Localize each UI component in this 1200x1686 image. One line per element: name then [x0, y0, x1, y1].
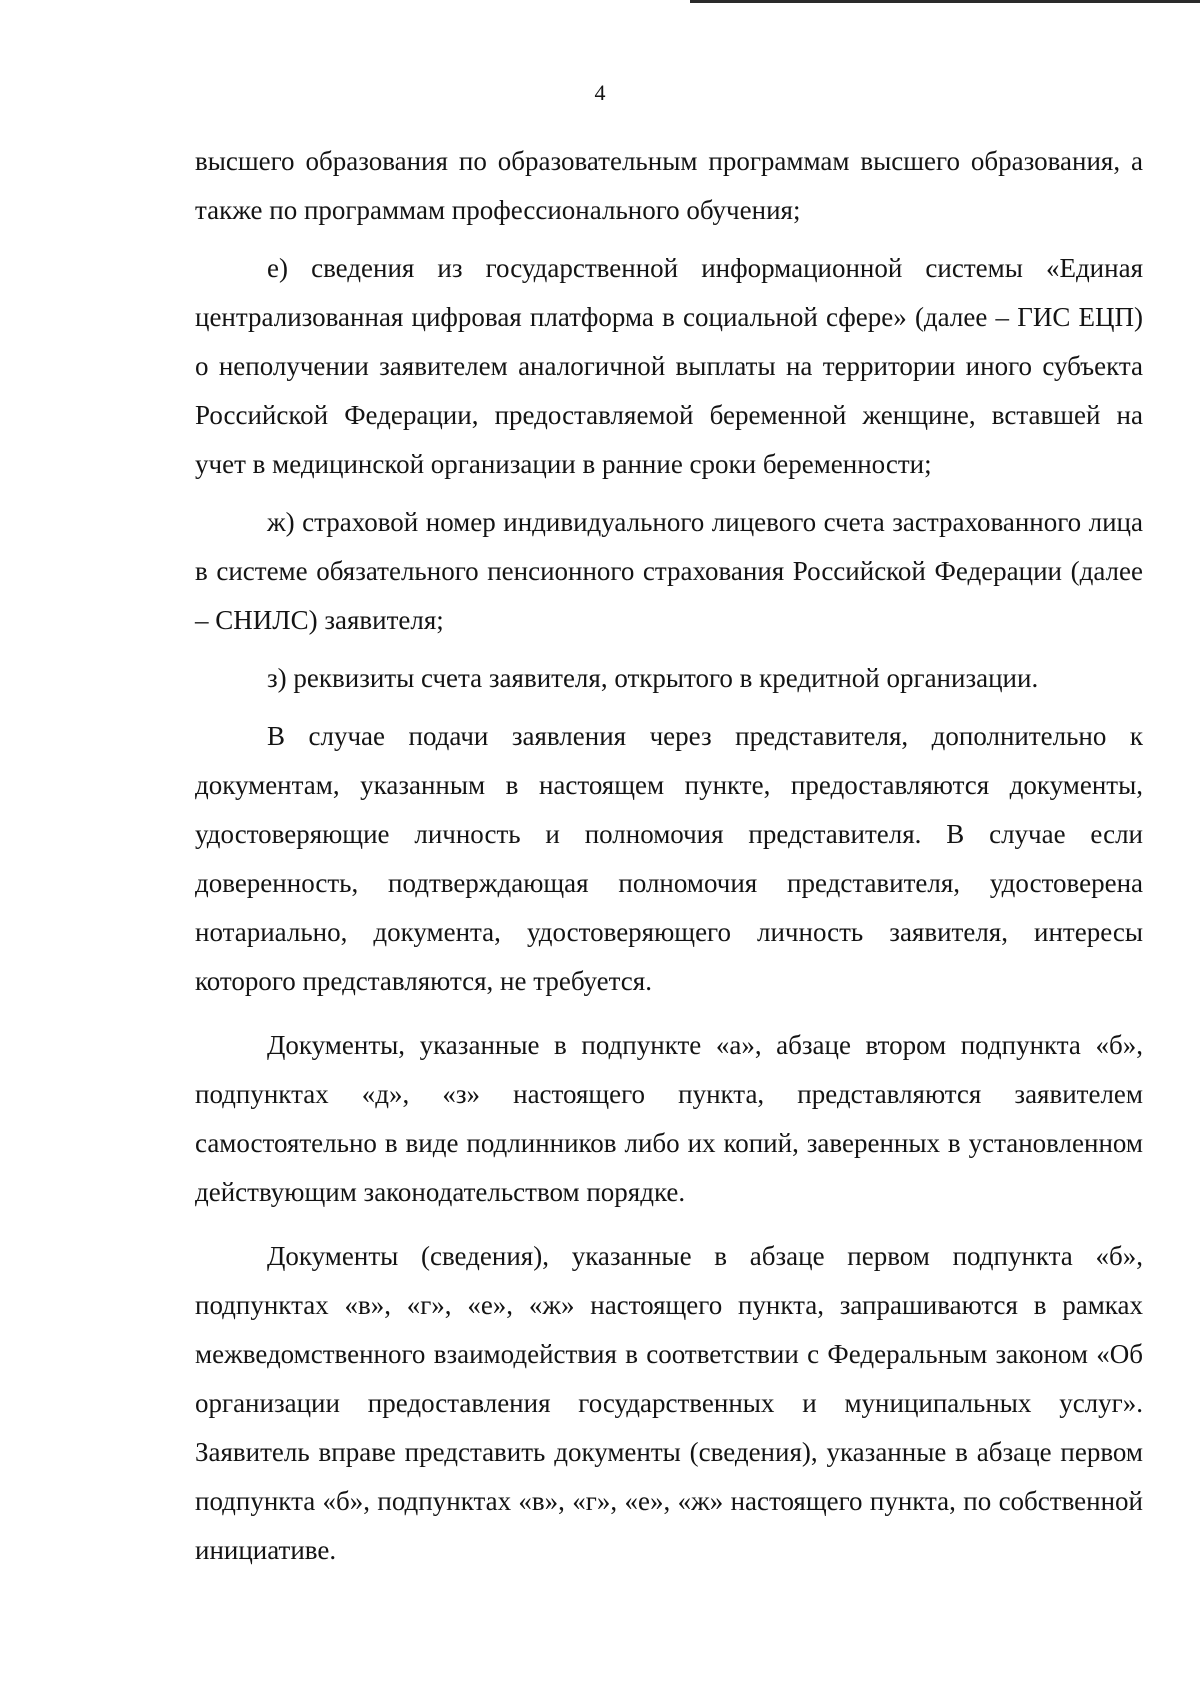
paragraph-item-zh: ж) страховой номер индивидуального лицевого счета застрахованного лица в системе обязательного пенсионного страхования Российской Федерации (далее – СНИЛС) заявителя; [195, 507, 1143, 635]
paragraph-item-e: е) сведения из государственной информационной системы «Единая централизованная цифровая платформа в социальной сфере» (далее – ГИС ЕЦП) о неполучении заявителем аналогичной выплаты на территории иного субъекта Российской Федерации, предоставляемой беременной женщине, вставшей на учет в медицинской организации в ранние сроки беременности; [195, 253, 1143, 479]
paragraph-interagency: Документы (сведения), указанные в абзаце первом подпункта «б», подпунктах «в», «г», «е», «ж» настоящего пункта, запрашиваются в рамках межведомственного взаимодействия в соответствии с Федеральным законом «Об организации предоставления государственных и муниципальных услуг». Заявитель вправе представить документы (сведения), указанные в абзаце первом подпункта «б», подпунктах «в», «г», «е», «ж» настоящего пункта, по собственной инициативе. [195, 1241, 1143, 1565]
top-rule [690, 0, 1200, 3]
document-body [195, 137, 1143, 1575]
paragraph-item-z: з) реквизиты счета заявителя, открытого в кредитной организации. [267, 663, 1039, 693]
paragraph-self-submitted: Документы, указанные в подпункте «а», абзаце втором подпункта «б», подпунктах «д», «з» настоящего пункта, представляются заявителем самостоятельно в виде подлинников либо их копий, заверенных в установленном действующим законодательством порядке. [195, 1030, 1143, 1207]
page-number: 4 [594, 80, 606, 105]
paragraph-continuation: высшего образования по образовательным программам высшего образования, а также по программам профессионального обучения; [195, 146, 1143, 225]
paragraph-representative: В случае подачи заявления через представителя, дополнительно к документам, указанным в настоящем пункте, предоставляются документы, удостоверяющие личность и полномочия представителя. В случае если доверенность, подтверждающая полномочия представителя, удостоверена нотариально, документа, удостоверяющего личность заявителя, интересы которого представляются, не требуется. [195, 721, 1143, 996]
